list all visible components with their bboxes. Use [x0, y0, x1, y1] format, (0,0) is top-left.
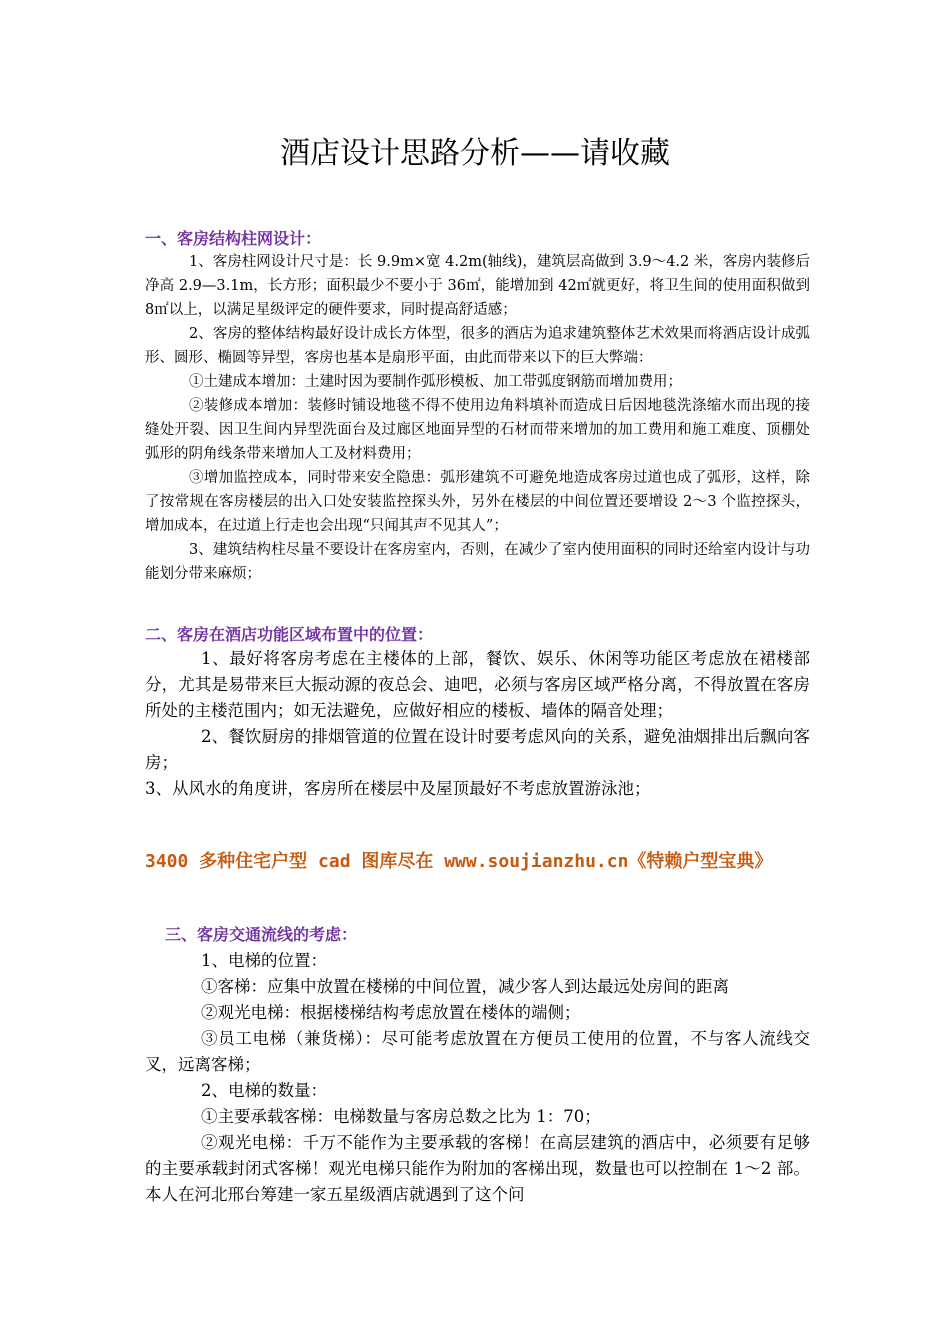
paragraph: ①主要承载客梯：电梯数量与客房总数之比为 1：70； — [201, 1107, 601, 1126]
paragraph: 3、从风水的角度讲，客房所在楼层中及屋顶最好不考虑放置游泳池； — [145, 779, 651, 798]
paragraph: 2、餐饮厨房的排烟管道的位置在设计时要考虑风向的关系，避免油烟排出后飘向客房； — [145, 727, 810, 772]
paragraph: ②观光电梯：根据楼梯结构考虑放置在楼体的端侧； — [201, 1003, 581, 1022]
paragraph: 2、电梯的数量： — [201, 1081, 327, 1100]
section-heading: 一、客房结构柱网设计： — [145, 229, 322, 248]
section-heading: 三、客房交通流线的考虑： — [165, 925, 358, 944]
paragraph: ③员工电梯（兼货梯）：尽可能考虑放置在方便员工使用的位置，不与客人流线交叉，远离客梯； — [145, 1029, 810, 1074]
paragraph: ②装修成本增加：装修时铺设地毯不得不使用边角料填补而造成日后因地毯洗涤缩水而出现的接缝处开裂、因卫生间内异型洗面台及过廊区地面异型的石材而带来增加的加工费用和施工难度、顶棚处弧形的阴角线条带来增加人工及材料费用； — [145, 398, 810, 462]
paragraph: 1、最好将客房考虑在主楼体的上部，餐饮、娱乐、休闲等功能区考虑放在裙楼部分，尤其是易带来巨大振动源的夜总会、迪吧，必须与客房区域严格分离，不得放置在客房所处的主楼范围内；如无法避免，应做好相应的楼板、墙体的隔音处理； — [145, 649, 810, 720]
promo-text: 3400 多种住宅户型 cad 图库尽在 www.soujianzhu.cn《特赖户型宝典》 — [145, 851, 773, 872]
paragraph: ②观光电梯：千万不能作为主要承载的客梯！在高层建筑的酒店中，必须要有足够的主要承载封闭式客梯！观光电梯只能作为附加的客梯出现，数量也可以控制在 1～2 部。本人在河北邢台筹建一家五星级酒店就遇到了这个问 — [145, 1133, 810, 1204]
section-structure-grid — [145, 228, 810, 586]
section-traffic-flow — [145, 924, 810, 1208]
paragraph: 2、客房的整体结构最好设计成长方体型，很多的酒店为追求建筑整体艺术效果而将酒店设计成弧形、圆形、椭圆等异型，客房也基本是扇形平面，由此而带来以下的巨大弊端： — [145, 326, 810, 366]
paragraph: ①土建成本增加：土建时因为要制作弧形模板、加工带弧度钢筋而增加费用； — [189, 374, 682, 390]
section-heading: 二、客房在酒店功能区域布置中的位置： — [145, 625, 434, 644]
paragraph: ③增加监控成本，同时带来安全隐患：弧形建筑不可避免地造成客房过道也成了弧形，这样，除了按常规在客房楼层的出入口处安装监控探头外，另外在楼层的中间位置还要增设 2～3 个监控探头，增加成本，在过道上行走也会出现“只闻其声不见其人”； — [145, 470, 810, 534]
paragraph: ①客梯：应集中放置在楼梯的中间位置，减少客人到达最远处房间的距离 — [201, 977, 729, 996]
section-room-location — [145, 624, 810, 802]
document-title: 酒店设计思路分析——请收藏 — [280, 136, 670, 171]
paragraph: 3、建筑结构柱尽量不要设计在客房室内，否则，在减少了室内使用面积的同时还给室内设计与功能划分带来麻烦； — [145, 542, 810, 582]
paragraph: 1、客房柱网设计尺寸是：长 9.9m×宽 4.2m(轴线)，建筑层高做到 3.9～4.2 米，客房内装修后净高 2.9—3.1m，长方形；面积最少不要小于 36㎡，能增加到 42㎡就更好，将卫生间的使用面积做到 8㎡以上，以满足星级评定的硬件要求，同时提高舒适感； — [145, 254, 810, 318]
paragraph: 1、电梯的位置： — [201, 951, 327, 970]
